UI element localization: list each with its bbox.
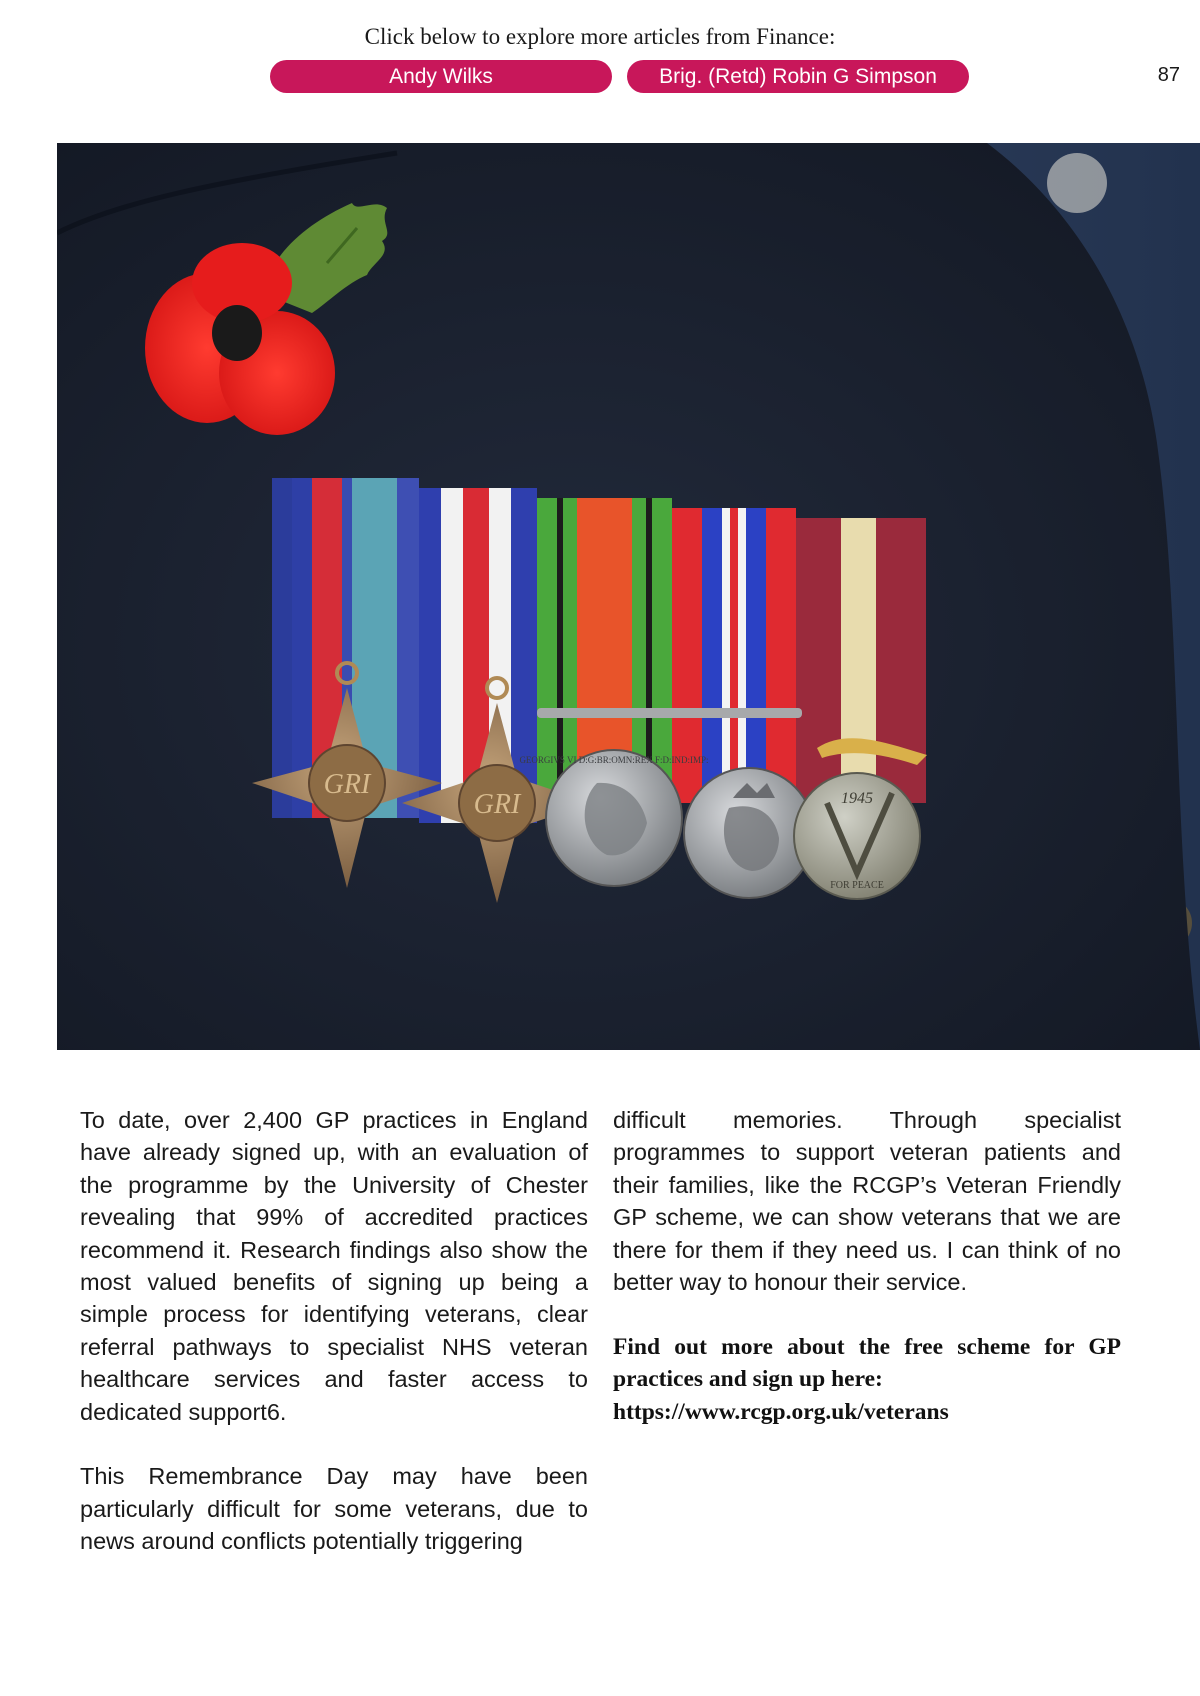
veterans-scheme-link[interactable]: https://www.rcgp.org.uk/veterans	[613, 1398, 949, 1425]
call-to-action	[613, 1331, 1121, 1428]
bokeh-light	[1047, 153, 1107, 213]
svg-text:FOR PEACE: FOR PEACE	[830, 880, 884, 891]
body-paragraph: To date, over 2,400 GP practices in England have already signed up, with an evaluation of the programme by the University of Chester revealing that 99% of accredited practices recommend it. Research findings also show the most valued benefits of signing up being a simple process for identifying veterans, clear referral pathways to specialist NHS veteran healthcare services and faster access to dedicated support6.	[80, 1107, 588, 1425]
body-paragraph: difficult memories. Through specialist programmes to support veteran patients and their families, like the RCGP’s Veteran Friendly GP scheme, we can show veterans that we are there for them if they need us. I can think of no better way to honour their service.	[613, 1107, 1121, 1296]
medals-photo-illustration	[57, 143, 1200, 1050]
article-link-robin-simpson[interactable]: Brig. (Retd) Robin G Simpson	[627, 60, 969, 93]
article-link-andy-wilks[interactable]: Andy Wilks	[270, 60, 612, 93]
svg-text:GEORGIVS VI D:G:BR:OMN:REX F:D: GEORGIVS VI D:G:BR:OMN:REX F:D:IND:IMP:	[519, 755, 709, 765]
svg-text:GRI: GRI	[473, 789, 521, 820]
medal-bar	[537, 708, 802, 718]
article-column-left	[80, 1104, 588, 1558]
peace-medal	[794, 773, 920, 899]
svg-text:GRI: GRI	[323, 769, 371, 800]
call-to-action-text: Find out more about the free scheme for GP practices and sign up here:	[613, 1333, 1121, 1393]
body-paragraph: This Remembrance Day may have been particularly difficult for some veterans, due to news around conflicts potentially triggering	[80, 1463, 588, 1555]
article-photo	[57, 143, 1200, 1050]
article-column-right	[613, 1104, 1121, 1460]
page-number: 87	[1157, 64, 1180, 86]
svg-text:1945: 1945	[841, 790, 873, 807]
article-nav-heading: Click below to explore more articles from Finance:	[364, 24, 836, 49]
